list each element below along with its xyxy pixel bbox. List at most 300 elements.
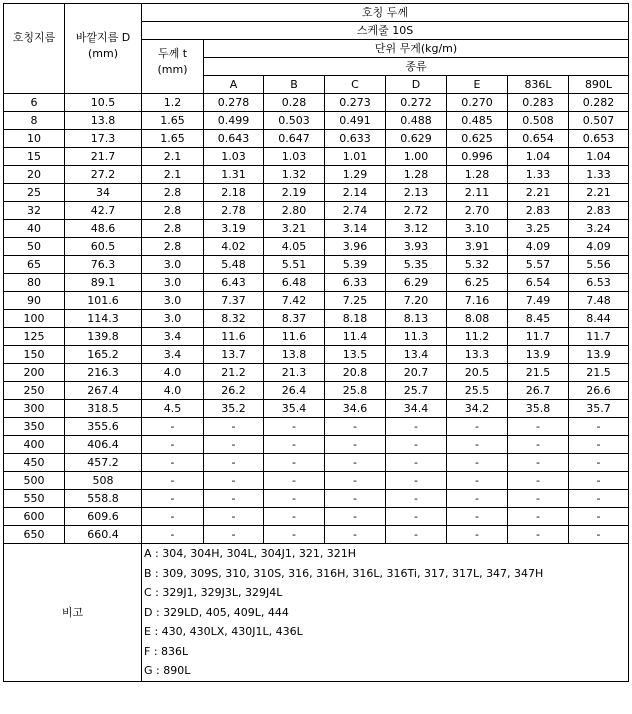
cell-unit-weight: - <box>204 508 264 526</box>
header-type-col: D <box>386 76 447 94</box>
cell-unit-weight: - <box>569 436 629 454</box>
cell-unit-weight: - <box>264 472 325 490</box>
cell-thickness: 4.0 <box>142 382 204 400</box>
cell-unit-weight: 0.503 <box>264 112 325 130</box>
cell-unit-weight: - <box>447 454 508 472</box>
header-nominal-thickness: 호칭 두께 <box>142 4 629 22</box>
cell-unit-weight: 11.7 <box>569 328 629 346</box>
cell-unit-weight: 0.499 <box>204 112 264 130</box>
cell-thickness: - <box>142 508 204 526</box>
cell-outer-diameter: 457.2 <box>65 454 142 472</box>
cell-unit-weight: - <box>447 526 508 544</box>
cell-unit-weight: 3.96 <box>325 238 386 256</box>
cell-outer-diameter: 21.7 <box>65 148 142 166</box>
cell-outer-diameter: 660.4 <box>65 526 142 544</box>
cell-unit-weight: 1.00 <box>386 148 447 166</box>
cell-unit-weight: - <box>447 436 508 454</box>
cell-unit-weight: 4.05 <box>264 238 325 256</box>
cell-unit-weight: 2.11 <box>447 184 508 202</box>
cell-unit-weight: 2.14 <box>325 184 386 202</box>
cell-unit-weight: - <box>386 436 447 454</box>
cell-unit-weight: 3.91 <box>447 238 508 256</box>
pipe-weight-table <box>3 3 629 682</box>
cell-unit-weight: 6.54 <box>508 274 569 292</box>
cell-unit-weight: 7.37 <box>204 292 264 310</box>
cell-thickness: 2.1 <box>142 148 204 166</box>
table-row <box>4 382 629 400</box>
cell-unit-weight: 13.9 <box>508 346 569 364</box>
cell-unit-weight: - <box>325 418 386 436</box>
cell-unit-weight: - <box>386 490 447 508</box>
remarks-label: 비고 <box>4 544 142 682</box>
cell-thickness: 3.0 <box>142 274 204 292</box>
header-type-col: E <box>447 76 508 94</box>
cell-thickness: 3.4 <box>142 328 204 346</box>
cell-thickness: - <box>142 436 204 454</box>
cell-unit-weight: - <box>447 490 508 508</box>
cell-unit-weight: 35.7 <box>569 400 629 418</box>
cell-unit-weight: 11.6 <box>264 328 325 346</box>
cell-unit-weight: 1.28 <box>447 166 508 184</box>
table-row <box>4 238 629 256</box>
cell-unit-weight: - <box>325 454 386 472</box>
cell-unit-weight: 0.491 <box>325 112 386 130</box>
remark-line: E : 430, 430LX, 430J1L, 436L <box>144 625 303 638</box>
cell-unit-weight: - <box>569 418 629 436</box>
cell-unit-weight: 0.507 <box>569 112 629 130</box>
cell-unit-weight: 1.33 <box>569 166 629 184</box>
cell-unit-weight: 7.16 <box>447 292 508 310</box>
cell-outer-diameter: 609.6 <box>65 508 142 526</box>
cell-unit-weight: 5.51 <box>264 256 325 274</box>
cell-unit-weight: 8.45 <box>508 310 569 328</box>
cell-unit-weight: 7.42 <box>264 292 325 310</box>
cell-nominal-size: 650 <box>4 526 65 544</box>
cell-unit-weight: - <box>204 472 264 490</box>
cell-nominal-size: 15 <box>4 148 65 166</box>
cell-thickness: 2.8 <box>142 220 204 238</box>
remarks-section <box>4 544 629 682</box>
cell-nominal-size: 8 <box>4 112 65 130</box>
cell-unit-weight: - <box>325 472 386 490</box>
cell-unit-weight: 35.8 <box>508 400 569 418</box>
table-row <box>4 202 629 220</box>
cell-unit-weight: - <box>204 454 264 472</box>
cell-unit-weight: 2.78 <box>204 202 264 220</box>
cell-thickness: 4.0 <box>142 364 204 382</box>
cell-unit-weight: - <box>508 508 569 526</box>
cell-unit-weight: 3.24 <box>569 220 629 238</box>
table-row <box>4 418 629 436</box>
cell-unit-weight: 2.70 <box>447 202 508 220</box>
cell-thickness: 1.65 <box>142 112 204 130</box>
table-row <box>4 184 629 202</box>
cell-unit-weight: 3.14 <box>325 220 386 238</box>
cell-unit-weight: 4.09 <box>508 238 569 256</box>
cell-thickness: - <box>142 472 204 490</box>
cell-outer-diameter: 27.2 <box>65 166 142 184</box>
cell-nominal-size: 400 <box>4 436 65 454</box>
cell-unit-weight: 1.03 <box>204 148 264 166</box>
cell-outer-diameter: 165.2 <box>65 346 142 364</box>
cell-unit-weight: 1.04 <box>569 148 629 166</box>
cell-unit-weight: - <box>508 436 569 454</box>
cell-unit-weight: 13.8 <box>264 346 325 364</box>
cell-unit-weight: 3.10 <box>447 220 508 238</box>
cell-unit-weight: 0.283 <box>508 94 569 112</box>
remark-line: B : 309, 309S, 310, 310S, 316, 316H, 316L, 316Ti, 317, 317L, 347, 347H <box>144 566 544 580</box>
remark-line: D : 329LD, 405, 409L, 444 <box>144 605 289 619</box>
table-row <box>4 436 629 454</box>
cell-unit-weight: 26.6 <box>569 382 629 400</box>
cell-unit-weight: 21.2 <box>204 364 264 382</box>
cell-unit-weight: 21.3 <box>264 364 325 382</box>
table-row <box>4 508 629 526</box>
cell-outer-diameter: 34 <box>65 184 142 202</box>
cell-outer-diameter: 10.5 <box>65 94 142 112</box>
header-schedule: 스케줄 10S <box>142 22 629 40</box>
cell-unit-weight: 8.18 <box>325 310 386 328</box>
cell-unit-weight: 2.19 <box>264 184 325 202</box>
cell-unit-weight: - <box>447 418 508 436</box>
cell-unit-weight: 8.13 <box>386 310 447 328</box>
cell-unit-weight: 1.01 <box>325 148 386 166</box>
cell-outer-diameter: 89.1 <box>65 274 142 292</box>
cell-unit-weight: 0.485 <box>447 112 508 130</box>
cell-unit-weight: 5.57 <box>508 256 569 274</box>
cell-unit-weight: 0.272 <box>386 94 447 112</box>
cell-unit-weight: 5.35 <box>386 256 447 274</box>
cell-unit-weight: 5.48 <box>204 256 264 274</box>
cell-outer-diameter: 13.8 <box>65 112 142 130</box>
cell-unit-weight: - <box>386 472 447 490</box>
table-row <box>4 112 629 130</box>
cell-nominal-size: 20 <box>4 166 65 184</box>
header-type-col: A <box>204 76 264 94</box>
table-body <box>4 94 629 544</box>
cell-unit-weight: 0.625 <box>447 130 508 148</box>
cell-nominal-size: 100 <box>4 310 65 328</box>
cell-nominal-size: 550 <box>4 490 65 508</box>
table-row <box>4 94 629 112</box>
cell-nominal-size: 500 <box>4 472 65 490</box>
cell-nominal-size: 150 <box>4 346 65 364</box>
cell-unit-weight: 7.48 <box>569 292 629 310</box>
table-row <box>4 328 629 346</box>
cell-unit-weight: - <box>569 490 629 508</box>
cell-unit-weight: 1.33 <box>508 166 569 184</box>
remark-line: F : 836L <box>144 644 189 658</box>
cell-nominal-size: 50 <box>4 238 65 256</box>
cell-unit-weight: 21.5 <box>508 364 569 382</box>
cell-unit-weight: 13.5 <box>325 346 386 364</box>
cell-unit-weight: 11.6 <box>204 328 264 346</box>
cell-nominal-size: 250 <box>4 382 65 400</box>
cell-unit-weight: 0.996 <box>447 148 508 166</box>
cell-unit-weight: 1.03 <box>264 148 325 166</box>
cell-outer-diameter: 216.3 <box>65 364 142 382</box>
cell-unit-weight: - <box>204 436 264 454</box>
cell-unit-weight: 11.3 <box>386 328 447 346</box>
cell-unit-weight: - <box>325 436 386 454</box>
cell-thickness: 3.4 <box>142 346 204 364</box>
cell-thickness: 2.8 <box>142 202 204 220</box>
cell-unit-weight: 34.4 <box>386 400 447 418</box>
cell-unit-weight: - <box>386 418 447 436</box>
cell-unit-weight: 8.37 <box>264 310 325 328</box>
header-type-col: B <box>264 76 325 94</box>
cell-unit-weight: 3.93 <box>386 238 447 256</box>
cell-unit-weight: 13.3 <box>447 346 508 364</box>
cell-unit-weight: 2.21 <box>569 184 629 202</box>
remark-line: G : 890L <box>144 664 191 677</box>
table-row <box>4 130 629 148</box>
cell-thickness: 2.8 <box>142 238 204 256</box>
cell-outer-diameter: 406.4 <box>65 436 142 454</box>
cell-unit-weight: 26.2 <box>204 382 264 400</box>
cell-unit-weight: 6.33 <box>325 274 386 292</box>
cell-unit-weight: - <box>508 526 569 544</box>
cell-unit-weight: - <box>447 508 508 526</box>
remark-line: A : 304, 304H, 304L, 304J1, 321, 321H <box>144 547 357 560</box>
cell-unit-weight: 13.7 <box>204 346 264 364</box>
header-thickness-label: 두께 t <box>157 47 188 60</box>
table-row <box>4 346 629 364</box>
cell-unit-weight: 0.28 <box>264 94 325 112</box>
cell-unit-weight: 7.25 <box>325 292 386 310</box>
cell-unit-weight: 0.647 <box>264 130 325 148</box>
cell-outer-diameter: 101.6 <box>65 292 142 310</box>
cell-unit-weight: 6.43 <box>204 274 264 292</box>
cell-unit-weight: 11.7 <box>508 328 569 346</box>
cell-unit-weight: 35.2 <box>204 400 264 418</box>
cell-thickness: 3.0 <box>142 292 204 310</box>
cell-unit-weight: 25.5 <box>447 382 508 400</box>
cell-outer-diameter: 318.5 <box>65 400 142 418</box>
cell-nominal-size: 10 <box>4 130 65 148</box>
cell-unit-weight: 3.25 <box>508 220 569 238</box>
cell-nominal-size: 300 <box>4 400 65 418</box>
cell-unit-weight: 2.83 <box>569 202 629 220</box>
cell-unit-weight: 7.20 <box>386 292 447 310</box>
cell-thickness: 3.0 <box>142 256 204 274</box>
cell-unit-weight: 3.21 <box>264 220 325 238</box>
header-outer-diameter-label: 바깥지름 D <box>75 31 131 44</box>
cell-unit-weight: - <box>508 472 569 490</box>
header-unit-weight: 단위 무게(kg/m) <box>204 40 629 58</box>
cell-unit-weight: 6.53 <box>569 274 629 292</box>
cell-unit-weight: - <box>386 508 447 526</box>
cell-unit-weight: 0.633 <box>325 130 386 148</box>
header-outer-diameter-unit: (mm) <box>87 47 118 60</box>
cell-thickness: - <box>142 454 204 472</box>
cell-unit-weight: - <box>386 526 447 544</box>
cell-unit-weight: - <box>204 418 264 436</box>
cell-unit-weight: 2.13 <box>386 184 447 202</box>
cell-unit-weight: - <box>569 454 629 472</box>
cell-unit-weight: - <box>447 472 508 490</box>
cell-unit-weight: 5.39 <box>325 256 386 274</box>
cell-unit-weight: 0.488 <box>386 112 447 130</box>
cell-outer-diameter: 60.5 <box>65 238 142 256</box>
cell-nominal-size: 25 <box>4 184 65 202</box>
header-type-col: 836L <box>508 76 569 94</box>
cell-unit-weight: - <box>325 526 386 544</box>
cell-nominal-size: 350 <box>4 418 65 436</box>
cell-unit-weight: 0.629 <box>386 130 447 148</box>
cell-unit-weight: - <box>569 526 629 544</box>
cell-unit-weight: 7.49 <box>508 292 569 310</box>
cell-unit-weight: 1.31 <box>204 166 264 184</box>
header-type-col: C <box>325 76 386 94</box>
cell-unit-weight: 20.5 <box>447 364 508 382</box>
cell-unit-weight: - <box>204 490 264 508</box>
cell-unit-weight: - <box>264 490 325 508</box>
cell-nominal-size: 80 <box>4 274 65 292</box>
header-nominal-size: 호칭지름 <box>4 4 65 94</box>
cell-unit-weight: 1.32 <box>264 166 325 184</box>
cell-unit-weight: 2.80 <box>264 202 325 220</box>
table-row <box>4 490 629 508</box>
table-row <box>4 526 629 544</box>
cell-unit-weight: 2.72 <box>386 202 447 220</box>
table-row <box>4 400 629 418</box>
cell-unit-weight: 5.56 <box>569 256 629 274</box>
cell-nominal-size: 6 <box>4 94 65 112</box>
cell-nominal-size: 32 <box>4 202 65 220</box>
cell-unit-weight: 20.8 <box>325 364 386 382</box>
cell-unit-weight: - <box>569 508 629 526</box>
table-row <box>4 274 629 292</box>
cell-unit-weight: 2.83 <box>508 202 569 220</box>
cell-thickness: 4.5 <box>142 400 204 418</box>
cell-outer-diameter: 114.3 <box>65 310 142 328</box>
cell-unit-weight: - <box>264 418 325 436</box>
table-row <box>4 256 629 274</box>
cell-unit-weight: 2.74 <box>325 202 386 220</box>
table-row <box>4 148 629 166</box>
cell-unit-weight: 4.09 <box>569 238 629 256</box>
header-type-col: 890L <box>569 76 629 94</box>
cell-thickness: 2.1 <box>142 166 204 184</box>
cell-unit-weight: - <box>204 526 264 544</box>
cell-unit-weight: 0.508 <box>508 112 569 130</box>
cell-unit-weight: 0.278 <box>204 94 264 112</box>
cell-outer-diameter: 267.4 <box>65 382 142 400</box>
cell-unit-weight: 11.2 <box>447 328 508 346</box>
cell-unit-weight: - <box>386 454 447 472</box>
table-row <box>4 166 629 184</box>
cell-unit-weight: - <box>325 508 386 526</box>
cell-thickness: 2.8 <box>142 184 204 202</box>
cell-unit-weight: - <box>569 472 629 490</box>
table-header <box>4 4 629 94</box>
cell-unit-weight: - <box>508 454 569 472</box>
table-row <box>4 454 629 472</box>
table-row <box>4 364 629 382</box>
cell-unit-weight: 1.29 <box>325 166 386 184</box>
table-row <box>4 310 629 328</box>
cell-unit-weight: 0.643 <box>204 130 264 148</box>
cell-nominal-size: 90 <box>4 292 65 310</box>
cell-unit-weight: 6.25 <box>447 274 508 292</box>
cell-unit-weight: 0.270 <box>447 94 508 112</box>
cell-outer-diameter: 17.3 <box>65 130 142 148</box>
cell-thickness: - <box>142 418 204 436</box>
cell-unit-weight: 0.654 <box>508 130 569 148</box>
cell-outer-diameter: 42.7 <box>65 202 142 220</box>
cell-unit-weight: 8.32 <box>204 310 264 328</box>
cell-nominal-size: 200 <box>4 364 65 382</box>
cell-unit-weight: 0.273 <box>325 94 386 112</box>
cell-unit-weight: 20.7 <box>386 364 447 382</box>
cell-outer-diameter: 76.3 <box>65 256 142 274</box>
table-row <box>4 472 629 490</box>
cell-outer-diameter: 558.8 <box>65 490 142 508</box>
cell-outer-diameter: 139.8 <box>65 328 142 346</box>
cell-unit-weight: 13.4 <box>386 346 447 364</box>
header-type: 종류 <box>204 58 629 76</box>
cell-unit-weight: 1.28 <box>386 166 447 184</box>
cell-unit-weight: 25.8 <box>325 382 386 400</box>
remarks-content <box>142 544 629 682</box>
header-outer-diameter <box>65 4 142 94</box>
header-thickness <box>142 40 204 94</box>
cell-outer-diameter: 48.6 <box>65 220 142 238</box>
cell-unit-weight: - <box>264 436 325 454</box>
cell-thickness: - <box>142 526 204 544</box>
cell-unit-weight: - <box>325 490 386 508</box>
cell-unit-weight: 21.5 <box>569 364 629 382</box>
cell-unit-weight: 6.29 <box>386 274 447 292</box>
cell-thickness: 3.0 <box>142 310 204 328</box>
cell-outer-diameter: 355.6 <box>65 418 142 436</box>
cell-unit-weight: - <box>264 508 325 526</box>
cell-thickness: - <box>142 490 204 508</box>
cell-thickness: 1.65 <box>142 130 204 148</box>
cell-unit-weight: - <box>264 526 325 544</box>
cell-unit-weight: 26.7 <box>508 382 569 400</box>
cell-unit-weight: 6.48 <box>264 274 325 292</box>
cell-nominal-size: 40 <box>4 220 65 238</box>
table-row <box>4 220 629 238</box>
cell-unit-weight: - <box>508 418 569 436</box>
cell-unit-weight: - <box>264 454 325 472</box>
cell-unit-weight: 2.18 <box>204 184 264 202</box>
cell-unit-weight: 26.4 <box>264 382 325 400</box>
header-thickness-unit: (mm) <box>157 63 188 76</box>
cell-unit-weight: 3.19 <box>204 220 264 238</box>
cell-unit-weight: 8.44 <box>569 310 629 328</box>
cell-unit-weight: 5.32 <box>447 256 508 274</box>
cell-unit-weight: 34.2 <box>447 400 508 418</box>
cell-unit-weight: 3.12 <box>386 220 447 238</box>
cell-unit-weight: 25.7 <box>386 382 447 400</box>
cell-nominal-size: 125 <box>4 328 65 346</box>
cell-unit-weight: 35.4 <box>264 400 325 418</box>
cell-unit-weight: 4.02 <box>204 238 264 256</box>
cell-nominal-size: 600 <box>4 508 65 526</box>
table-row <box>4 292 629 310</box>
cell-unit-weight: 0.653 <box>569 130 629 148</box>
cell-unit-weight: 8.08 <box>447 310 508 328</box>
cell-nominal-size: 450 <box>4 454 65 472</box>
cell-unit-weight: - <box>508 490 569 508</box>
cell-unit-weight: 34.6 <box>325 400 386 418</box>
cell-unit-weight: 11.4 <box>325 328 386 346</box>
cell-outer-diameter: 508 <box>65 472 142 490</box>
cell-unit-weight: 0.282 <box>569 94 629 112</box>
